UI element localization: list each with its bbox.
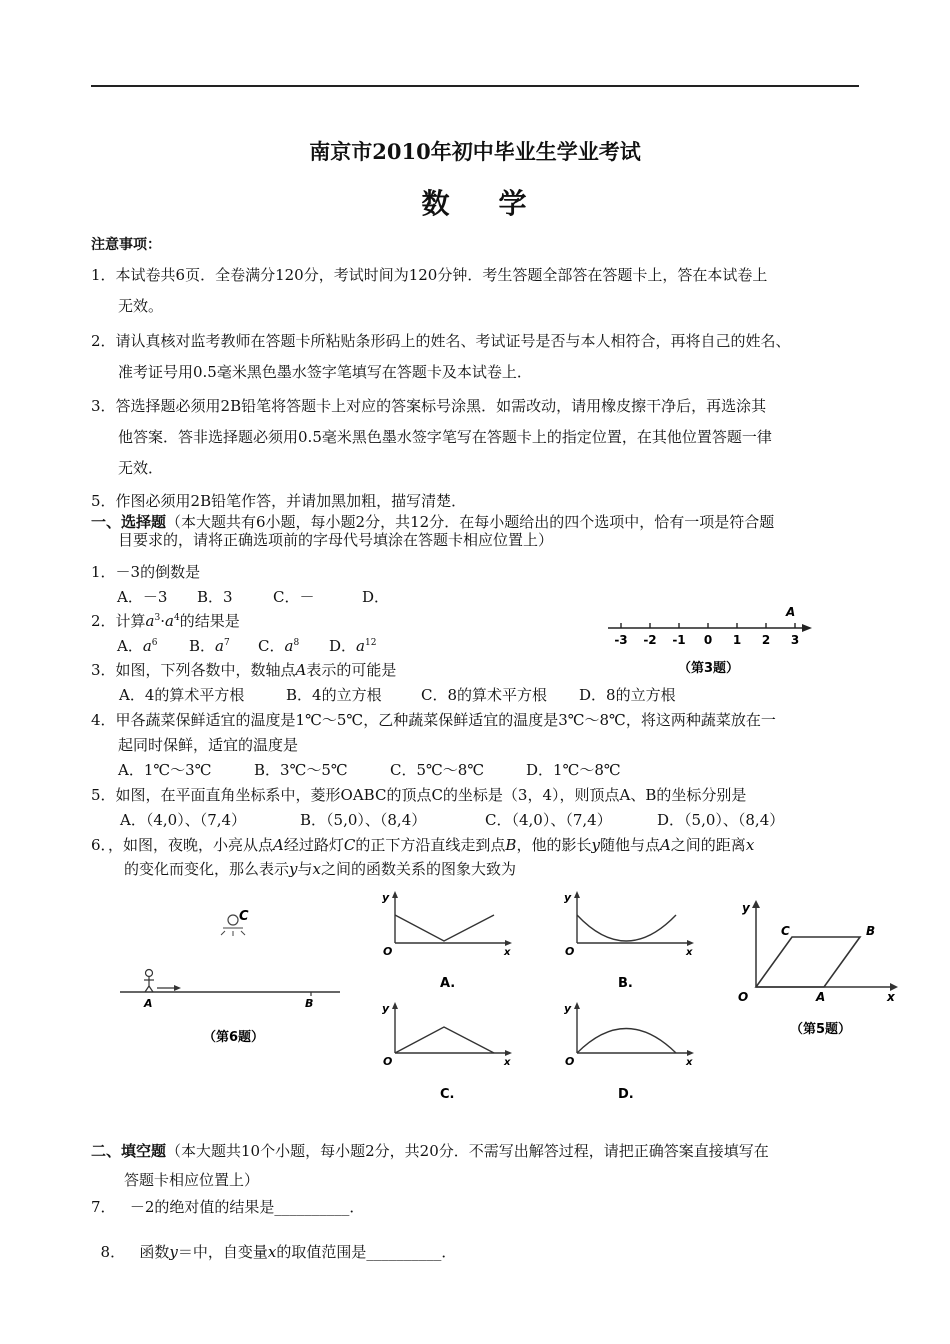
graph-option-c [368, 998, 518, 1108]
note-3-line-3: 无效． [118, 459, 164, 477]
q2-stem-prefix: 2．计算 [91, 612, 146, 630]
q3-option-a: A．4的算术平方根 [119, 686, 245, 704]
top-rule [91, 85, 859, 87]
q4-option-b: B．3℃～5℃ [254, 761, 348, 779]
svg-text:y: y [382, 891, 390, 904]
section-1-desc-2: 目要求的，请将正确选项前的字母代号填涂在答题卡相应位置上） [118, 531, 554, 549]
note-1-line-1: 1．本试卷共6页．全卷满分120分，考试时间为120分钟．考生答题全部答在答题卡上，答在本试卷上 [91, 266, 768, 284]
note-1-line-2: 无效。 [118, 297, 164, 315]
svg-text:O: O [383, 945, 393, 958]
q4-option-c: C．5℃～8℃ [390, 761, 485, 779]
q2-option-c: C．$a^8$ [258, 637, 300, 655]
graph-option-d [550, 998, 700, 1108]
q8: 8． 函数y＝中，自变量x的取值范围是__________． [100, 1243, 457, 1261]
figure-6-street [115, 900, 350, 1050]
q3-stem: 3．如图，下列各数中，数轴点A表示的可能是 [91, 661, 397, 679]
q6-stem-2: 的变化而变化，那么表示y与x之间的函数关系的图象大致为 [124, 860, 516, 878]
q2-option-d: D．$a^{12}$ [329, 637, 377, 655]
note-2-line-1: 2．请认真核对监考教师在答题卡所粘贴条形码上的姓名、考试证号是否与本人相符合，再将自己的姓名、 [91, 332, 791, 350]
svg-text:y: y [564, 1002, 572, 1015]
q2-option-a: A．$a^6$ [117, 637, 158, 655]
q2-stem-suffix: 的结果是 [179, 612, 240, 630]
q2-dot: · [160, 612, 166, 630]
number-line-arrow-icon [802, 624, 812, 632]
q7: 7． －2的绝对值的结果是__________． [91, 1198, 365, 1216]
q4-stem-1: 4．甲各蔬菜保鲜适宜的温度是1℃～5℃，乙种蔬菜保鲜适宜的温度是3℃～8℃，将这两种蔬菜放在一 [91, 711, 776, 729]
number-line-tick-label: 3 [790, 633, 800, 647]
svg-text:y: y [382, 1002, 390, 1015]
q1-option-a: A．－3 [117, 588, 168, 606]
section-1-header [91, 512, 774, 532]
number-line-tick-label: -2 [643, 633, 657, 647]
q5-option-a: A．（4,0）、（7,4） [120, 811, 247, 829]
section-1-desc: （本大题共有6小题，每小题2分，共12分．在每小题给出的四个选项中，恰有一项是符合题 [166, 513, 775, 531]
point-b-label: B [305, 997, 314, 1010]
graph-option-a [368, 885, 518, 995]
svg-text:O: O [565, 1055, 575, 1068]
svg-text:x: x [504, 947, 511, 958]
section-1-label: 一、选择题 [91, 513, 167, 531]
svg-text:O: O [738, 990, 749, 1004]
note-2-line-2: 准考证号用0.5毫米黑色墨水签字笔填写在答题卡及本试卷上． [118, 363, 532, 381]
svg-text:x: x [887, 990, 895, 1004]
q2-exp-2: 4 [173, 613, 180, 623]
graph-b-curve [577, 915, 676, 941]
section-2-label: 二、填空题 [91, 1142, 167, 1160]
q1-option-c: C．－ [273, 588, 315, 606]
q3-option-d: D．8的立方根 [579, 686, 676, 704]
section-2-desc: （本大题共10个小题，每小题2分，共20分．不需写出解答过程，请把正确答案直接填写在 [166, 1142, 769, 1160]
q2-var-b: a [165, 612, 174, 630]
figure-6-caption: （第6题） [203, 1030, 265, 1045]
graph-option-b [550, 885, 700, 995]
number-line-point-a: A [786, 605, 796, 619]
svg-text:O: O [565, 945, 575, 958]
q2-option-b: B．$a^7$ [189, 637, 230, 655]
svg-text:O: O [383, 1055, 393, 1068]
number-line-tick-label: 1 [732, 633, 742, 647]
exam-title: 南京市2010年初中毕业生学业考试 [309, 139, 641, 164]
graph-c-curve [395, 1027, 494, 1053]
note-3-line-1: 3．答选择题必须用2B铅笔将答题卡上对应的答案标号涂黑．如需改动，请用橡皮擦干净后，再选涂其 [91, 397, 767, 415]
notes-heading: 注意事项： [91, 237, 161, 253]
subject-title: 数 学 [421, 187, 529, 220]
q6-stem-1: 6．，如图，夜晚，小亮从点A经过路灯C的正下方沿直线走到点B，他的影长y随他与点A之间的距离x [91, 836, 755, 854]
number-line-tick-label: -3 [614, 633, 628, 647]
q2-stem [91, 611, 240, 631]
q4-option-a: A．1℃～3℃ [118, 761, 212, 779]
q2-var-a: a [145, 612, 155, 630]
person-icon [144, 970, 154, 993]
point-a-label: A [144, 997, 153, 1010]
q5-stem: 5．如图，在平面直角坐标系中，菱形OABC的顶点C的坐标是（3，4），则顶点A、B的坐标分别是 [91, 786, 747, 804]
graph-a-curve [395, 915, 494, 941]
section-2-desc-2: 答题卡相应位置上） [124, 1171, 260, 1189]
lamp-label-c: C [239, 909, 249, 924]
vertex-b-label: B [866, 924, 876, 938]
number-line-tick-label: -1 [672, 633, 686, 647]
figure-5-caption: （第5题） [790, 1022, 852, 1037]
figure-3-caption: （第3题） [678, 661, 740, 676]
vertex-c-label: C [781, 924, 790, 938]
q3-option-c: C．8的算术平方根 [421, 686, 548, 704]
svg-text:x: x [686, 1057, 693, 1068]
number-line-tick-label: 0 [703, 633, 713, 647]
graph-d-curve [577, 1029, 676, 1054]
note-5: 5．作图必须用2B铅笔作答，并请加黑加粗，描写清楚． [91, 492, 467, 510]
q1-option-d: D． [362, 588, 390, 606]
rhombus-oabc [756, 937, 860, 987]
walk-arrow-icon [174, 985, 181, 991]
q3-option-b: B．4的立方根 [286, 686, 382, 704]
section-2-header [91, 1141, 769, 1161]
q5-option-b: B．（5,0）、（8,4） [300, 811, 427, 829]
q1-stem: 1．－3的倒数是 [91, 563, 201, 581]
graph-b-label: B. [618, 976, 633, 991]
graph-a-label: A. [440, 976, 456, 991]
svg-text:y: y [564, 891, 572, 904]
figure-3-number-line [600, 600, 820, 680]
svg-text:x: x [504, 1057, 511, 1068]
graph-d-label: D. [618, 1087, 634, 1102]
figure-5-rhombus [728, 890, 908, 1045]
number-line-ticks [614, 623, 799, 647]
q5-option-d: D．（5,0）、（8,4） [657, 811, 785, 829]
number-line-tick-label: 2 [761, 633, 771, 647]
svg-text:y: y [742, 901, 750, 915]
note-3-line-2: 他答案．答非选择题必须用0.5毫米黑色墨水签字笔写在答题卡上的指定位置，在其他位置答题一律 [118, 428, 772, 446]
q4-option-d: D．1℃～8℃ [526, 761, 621, 779]
svg-text:x: x [686, 947, 693, 958]
q1-option-b: B．3 [197, 588, 233, 606]
graph-c-label: C. [440, 1087, 455, 1102]
q4-stem-2: 起同时保鲜，适宜的温度是 [118, 736, 299, 754]
q5-option-c: C．（4,0）、（7,4） [485, 811, 612, 829]
q2-exp-1: 3 [154, 613, 161, 623]
vertex-a-label: A [816, 990, 826, 1004]
